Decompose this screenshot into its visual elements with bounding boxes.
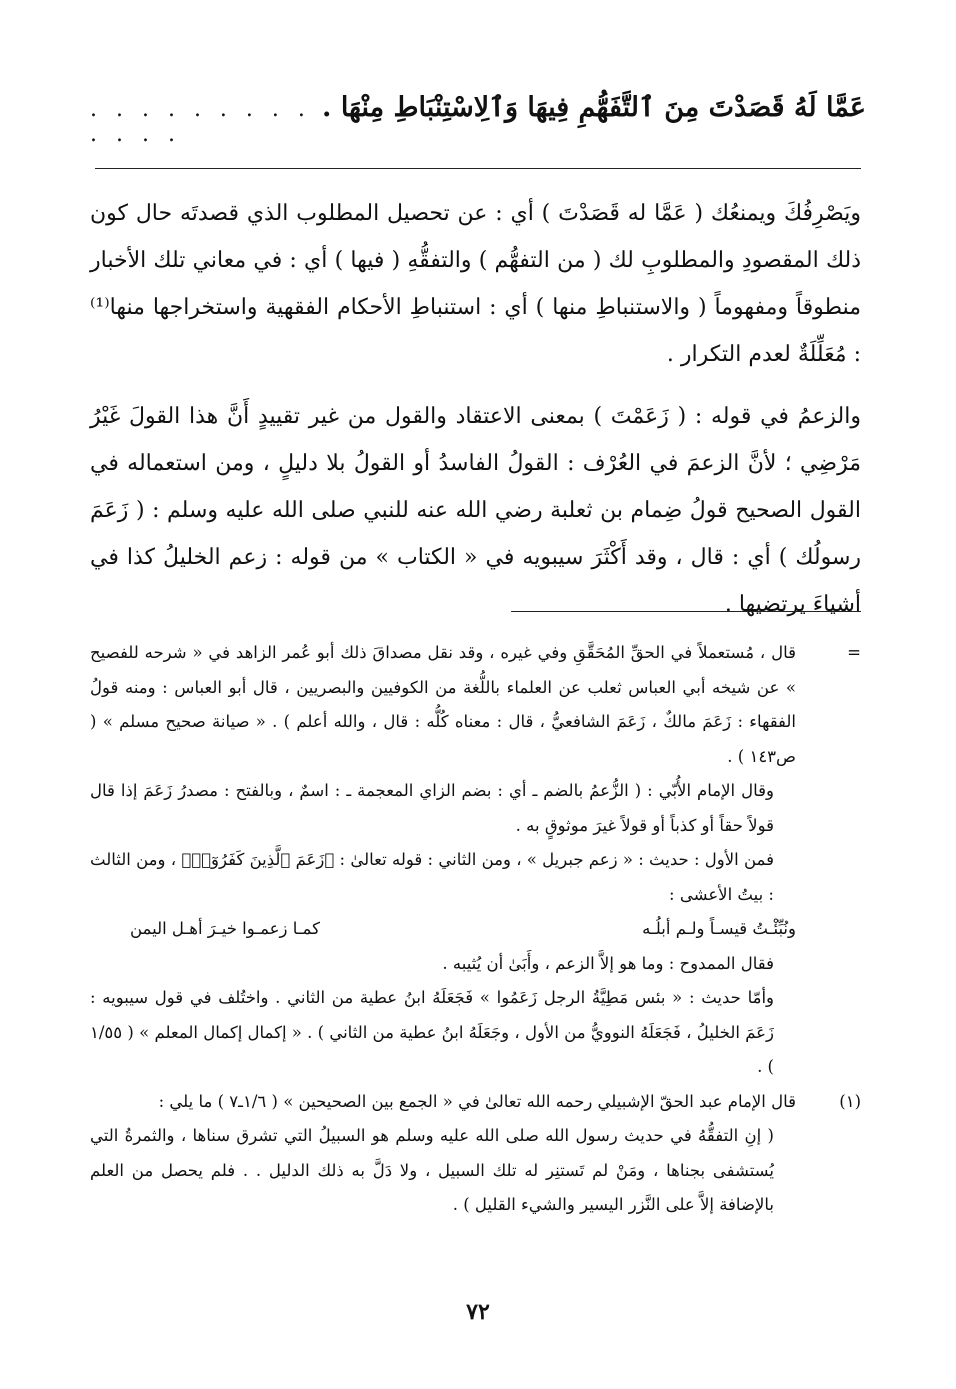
- header-rule: [95, 168, 861, 169]
- footnote-text: ( إنِ التفقُّهُ في حديث رسول الله صلى الله عليه وسلم هو السبيلُ التي تشرق سناها ، والثمرةُ التي يُستشفى بجناها ، ومَنْ لم تَستنِر له تلك السبيل ، ولا دَلَّ به ذلك الدليل . . فلم يحصل من العلم بالإضافة إلاَّ على النَّزر اليسير والشيء القليل ) .: [90, 1126, 774, 1214]
- running-header: [90, 92, 866, 147]
- poem-verse: [90, 912, 796, 947]
- footnote-text: فمن الأول : حديث : « زعم جبريل » ، ومن الثاني : قوله تعالىٰ : ﴿زَعَمَ ٱلَّذِينَ كَفَرُوٓا۟﴾ ، ومن الثالث : بيتُ الأعشى :: [90, 850, 774, 904]
- header-title: عَمَّا لَهُ قَصَدْتَ مِنَ ٱلتَّفَهُّمِ فِيهَا وَٱلِاسْتِنْبَاطِ مِنْهَا .: [322, 92, 866, 123]
- footnotes: [90, 636, 861, 1223]
- poem-hemistich-left: كمـا زعمـوا خيـرَ أهـل اليمن: [130, 919, 320, 938]
- main-paragraph: ويَصْرِفُكَ ويمنعُك ( عَمَّا له قَصَدْتَ ) أي : عن تحصيل المطلوب الذي قصدتَه حال كون ذلك المقصودِ والمطلوبِ لك ( من التفهُّم ) والتفقُّهِ ( فيها ) أي : في معاني تلك الأخبار منطوقاً ومفهوماً ( والاستنباطِ منها ) أي : استنباطِ الأحكام الفقهية واستخراجها منها⁽¹⁾ : مُعَلِّلَةٌ لعدم التكرار .: [90, 201, 861, 367]
- main-paragraph: والزعمُ في قوله : ( زَعَمْتَ ) بمعنى الاعتقاد والقول من غير تقييدٍ أَنَّ هذا القولَ غَيْرُ مَرْضِي ؛ لأنَّ الزعمَ في العُرْف : القولُ الفاسدُ أو القولُ بلا دليلٍ ، ومن استعماله في القول الصحيح قولُ ضِمام بن ثعلبة رضي الله عنه للنبي صلى الله عليه وسلم : ( زَعَمَ رسولُك ) أي : قال ، وقد أَكْثَرَ سيبويه في « الكتاب » من قوله : زعم الخليلُ كذا في أشياءَ يرتضيها .: [90, 404, 861, 617]
- footnote-text: فقال الممدوح : وما هو إلاَّ الزعم ، وأَبَىٰ أن يُثيبه .: [442, 953, 774, 973]
- main-text: [90, 190, 861, 643]
- footnote-marker: =: [847, 643, 861, 662]
- header-dots: . . . . . . . . . . . . .: [90, 97, 311, 147]
- footnote-text: قال ، مُستعملاً في الحقِّ المُحَقَّقِ وفي غيره ، وقد نقل مصداقَ ذلك أبو عُمر الزاهد في « شرحه للفصيح » عن شيخه أبي العباس ثعلب عن العلماء باللُّغة من الكوفيين والبصريين ، قال أبو العباس : ومنه قولُ الفقهاء : زَعَمَ مالكٌ ، زَعَمَ الشافعيُّ ، قال : معناه كُلُّه : قال ، والله أعلم ) . « صيانة صحيح مسلم » ( ص١٤٣ ) .: [90, 643, 796, 766]
- footnote-rule: [511, 611, 861, 612]
- poem-hemistich-right: ونُبِّئْـتُ قيسـاً ولـم أبلُـه: [642, 919, 796, 938]
- footnote-text: قال الإمام عبد الحقّ الإشبيلي رحمه الله تعالىٰ في « الجمع بين الصحيحين » ( ١/٦ـ٧ ) ما يلي :: [158, 1091, 796, 1111]
- footnote-continued: [90, 636, 861, 1085]
- footnote-text: وقال الإمام الأُبّي : ( الزُّعمُ بالضم ـ أي : بضم الزاي المعجمة ـ : اسمٌ ، وبالفتح : مصدرُ زَعَمَ إذا قال قولاً حقاً أو كذباً أو قولاً غيرَ موثوقٍ به .: [90, 781, 774, 835]
- footnote-1: [90, 1085, 861, 1223]
- footnote-marker: (١): [839, 1091, 861, 1111]
- page-number: ٧٢: [466, 1299, 490, 1325]
- footnote-text: وأمّا حديث : « بئس مَطِيَّةُ الرجل زَعَمُوا » فَجَعَلَهُ ابنُ عطية من الثاني . واختُلف في قول سيبويه : زَعَمَ الخليلُ ، فَجَعَلَهُ النوويُّ من الأول ، وجَعَلَهُ ابنُ عطية من الثاني ) . « إكمال إكمال المعلم » ( ١/٥٥ ) .: [90, 988, 774, 1076]
